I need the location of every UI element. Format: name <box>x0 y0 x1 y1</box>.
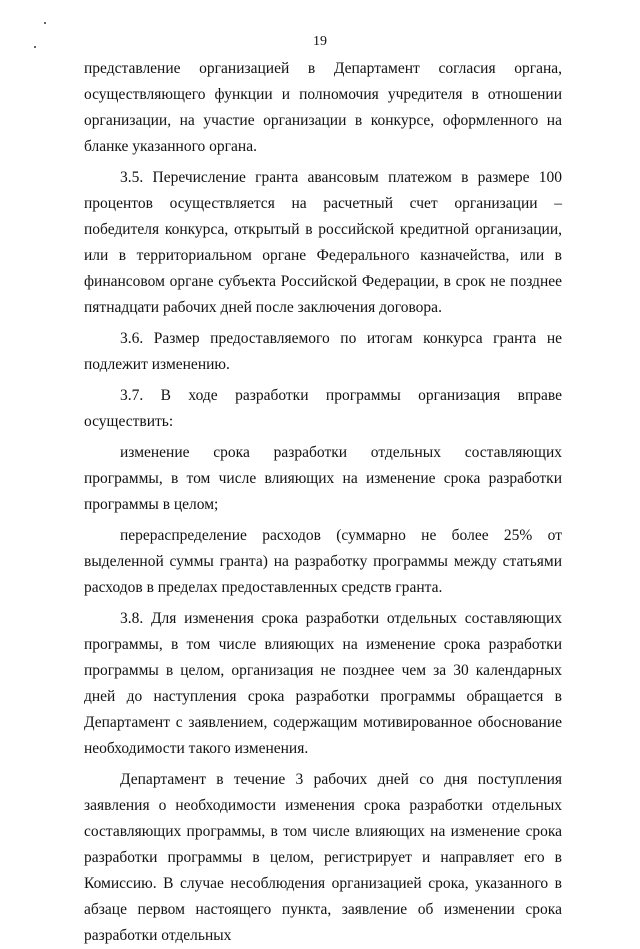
paragraph-3-7-item-1: изменение срока разработки отдельных составляющих программы, в том числе влияющих на изменение срока разработки программы в целом; <box>84 444 562 513</box>
paragraph-3-5: 3.5. Перечисление гранта авансовым платежом в размере 100 процентов осуществляется на расчетный счет организации – победителя конкурса, открытый в российской кредитной организации, или в территориальном органе Федерального казначейства, или в финансовом органе субъекта Российской Федерации, в срок не позднее пятнадцати рабочих дней после заключения договора. <box>84 169 562 316</box>
paragraph-3-7: 3.7. В ходе разработки программы организация вправе осуществить: <box>84 387 562 430</box>
paragraph-3-7-item-2: перераспределение расходов (суммарно не более 25% от выделенной суммы гранта) на разработку программы между статьями расходов в пределах предоставленных средств гранта. <box>84 527 562 596</box>
paragraph-3-8: 3.8. Для изменения срока разработки отдельных составляющих программы, в том числе влияющих на изменение срока разработки программы в целом, организация не позднее чем за 30 календарных дней до наступления срока разработки программы обращается в Департамент с заявлением, содержащим мотивированное обоснование необходимости такого изменения. <box>84 610 562 757</box>
scan-speck-top <box>44 22 46 24</box>
document-body <box>84 56 562 949</box>
paragraph-3-8-second: Департамент в течение 3 рабочих дней со дня поступления заявления о необходимости изменения срока разработки отдельных составляющих программы, в том числе влияющих на изменение срока разработки программы в целом, регистрирует и направляет его в Комиссию. В случае несоблюдения организацией срока, указанного в абзаце первом настоящего пункта, заявление об изменении срока разработки отдельных <box>84 771 562 944</box>
paragraph-3-6: 3.6. Размер предоставляемого по итогам конкурса гранта не подлежит изменению. <box>84 330 562 373</box>
page-number: 19 <box>313 34 327 49</box>
paragraph-continuation: представление организацией в Департамент согласия органа, осуществляющего функции и полномочия учредителя в отношении организации, на участие организации в конкурсе, оформленного на бланке указанного органа. <box>84 60 562 155</box>
